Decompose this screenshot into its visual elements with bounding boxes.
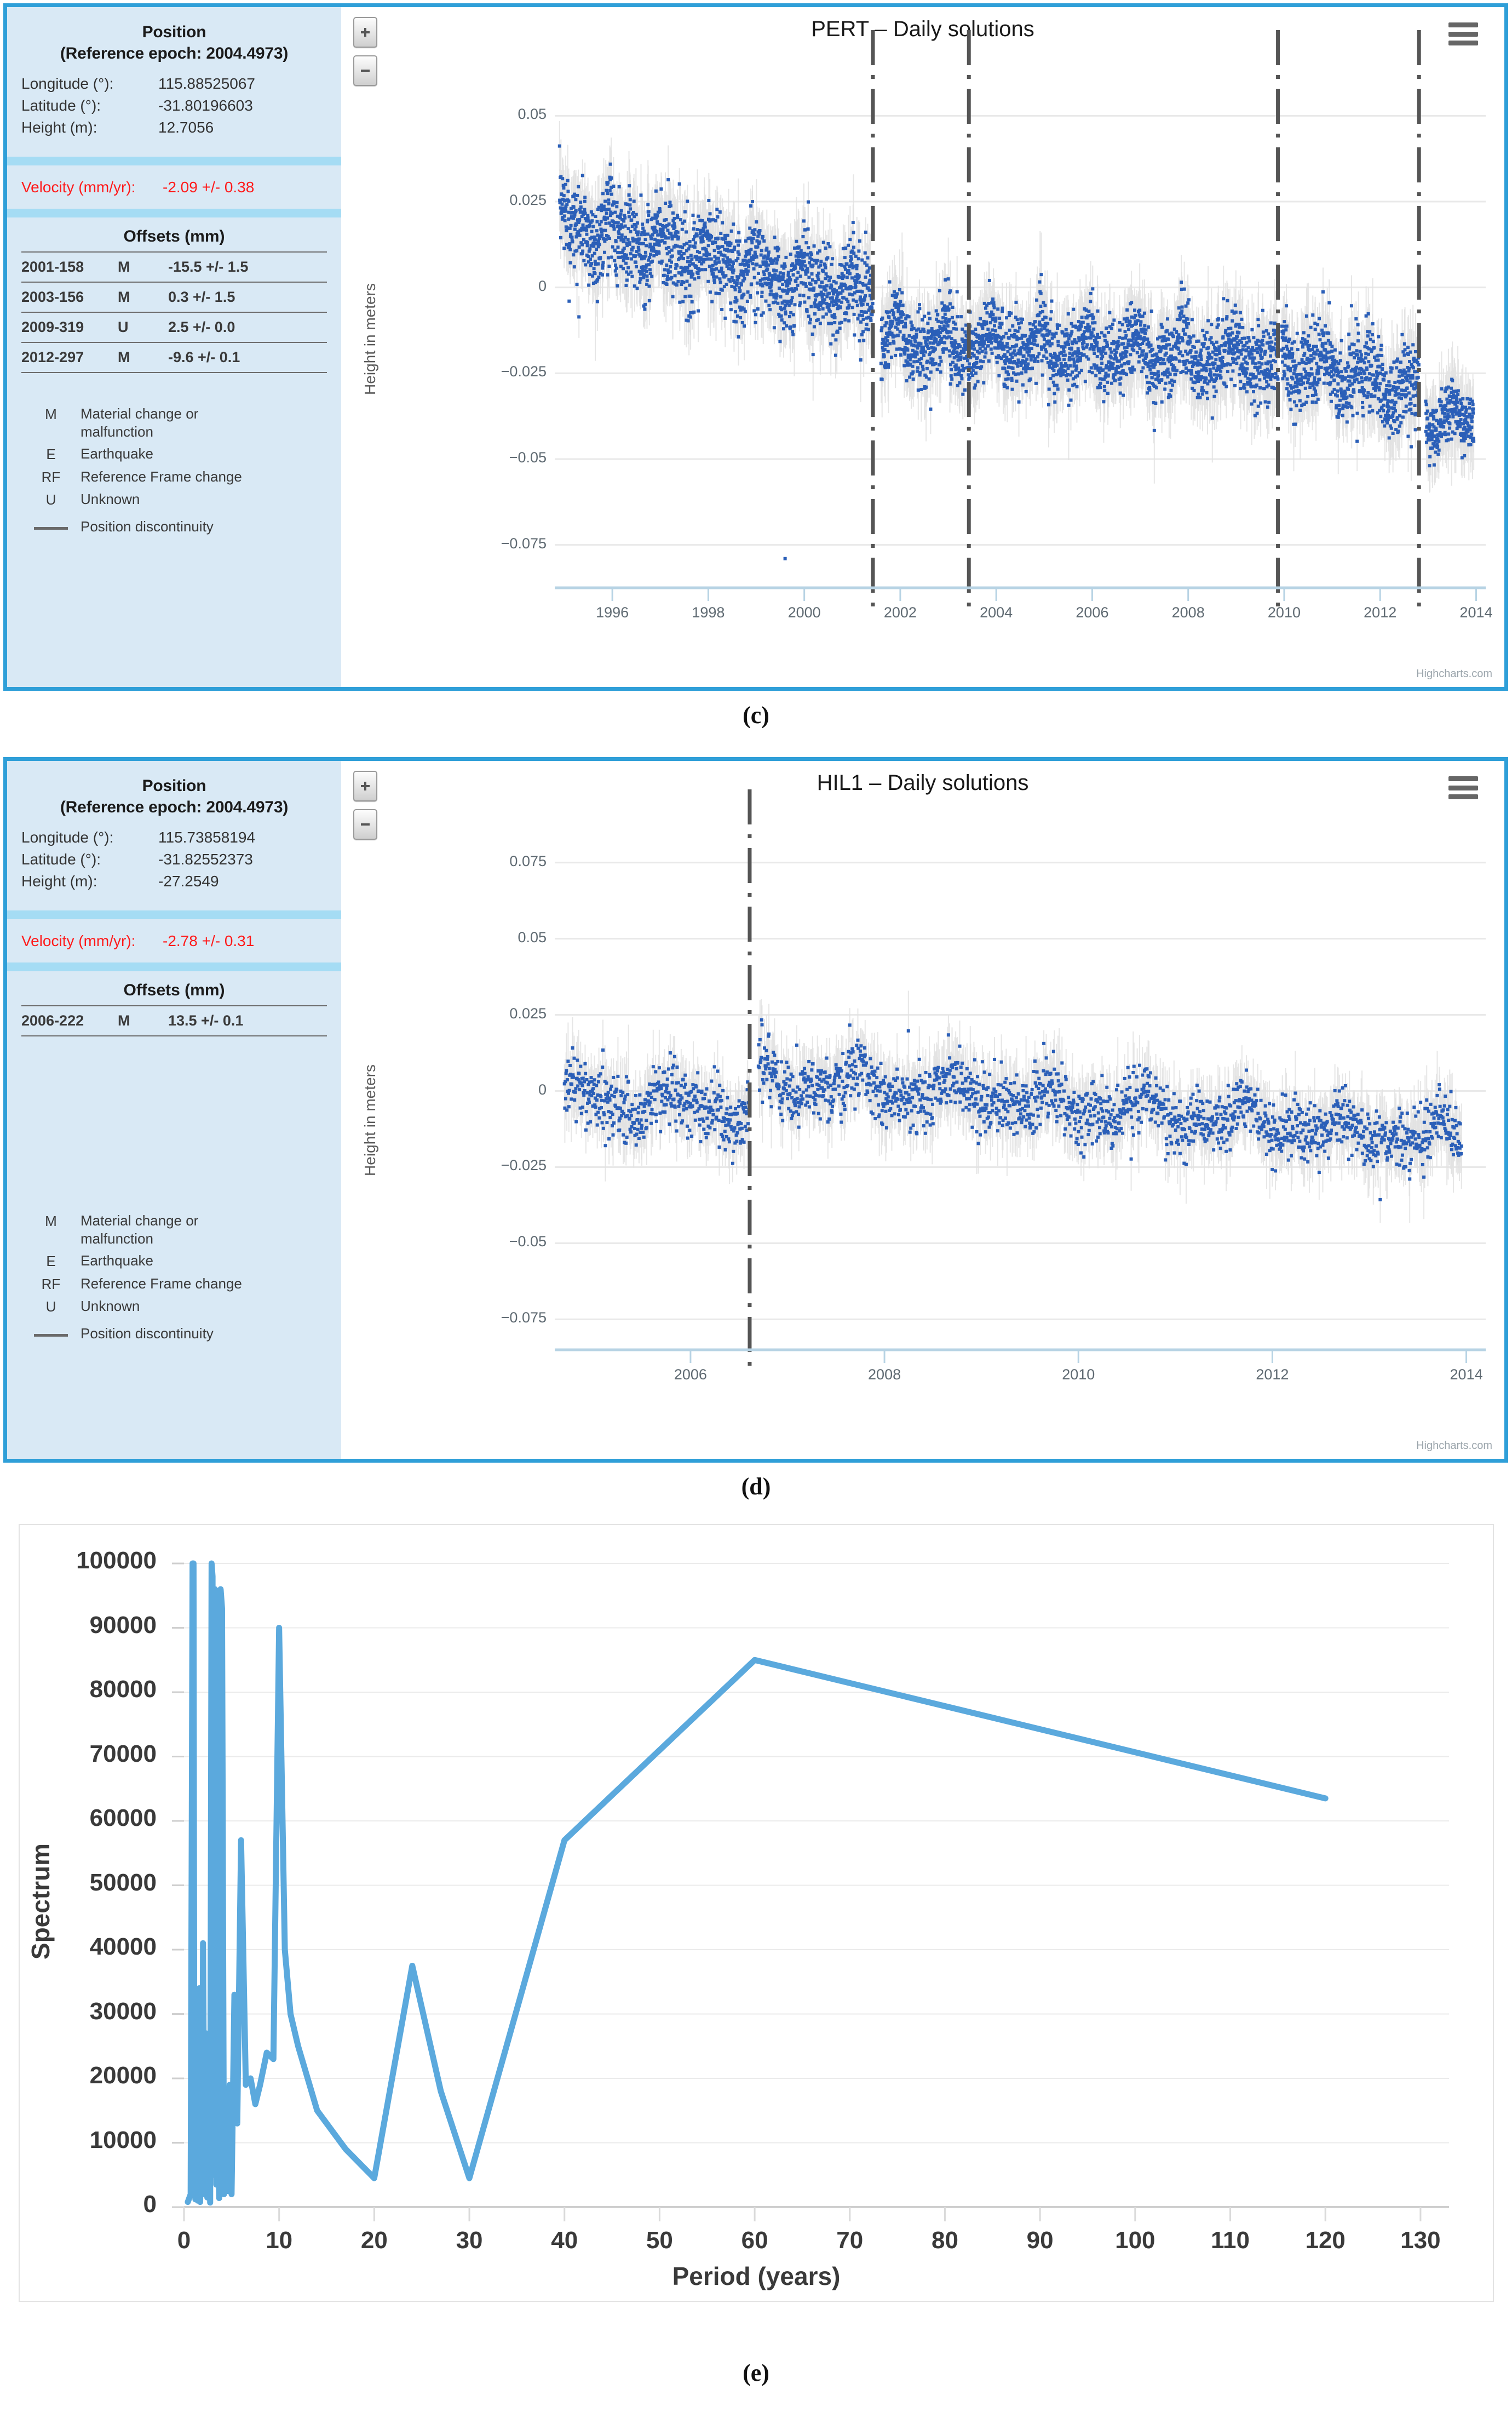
offsets-block-hil1 [7,971,341,1463]
table-row [21,312,327,342]
offsets-table-hil1 [21,1005,327,1036]
offsets-legend-hil1 [21,1212,327,1342]
velocity-value: -2.09 +/- 0.38 [163,179,255,196]
station-panel-hil1 [3,757,1508,1463]
field-label: Latitude (°): [21,96,101,114]
offset-value: -15.5 +/- 1.5 [168,259,249,276]
offset-code: M [118,259,130,276]
velocity-label: Velocity (mm/yr): [21,932,136,950]
spectrum-x-tick-label: 20 [360,2227,388,2254]
spectrum-y-tick-label: 80000 [89,1676,157,1703]
sidebar-divider [7,209,341,217]
y-tick-label: 0.05 [518,106,547,123]
position-heading-line1: Position [142,777,206,795]
field-label: Latitude (°): [21,850,101,868]
y-tick-label: 0.05 [518,929,547,946]
table-row [21,252,327,282]
legend-text: Reference Frame change [81,1275,242,1292]
legend-text: Earthquake [81,1252,153,1269]
offset-code: M [118,349,130,366]
legend-symbol: U [45,491,56,508]
offset-epoch: 2006-222 [21,1012,84,1029]
credits-pert[interactable]: Highcharts.com [1416,668,1492,680]
x-tick-label: 2008 [868,1366,901,1383]
field-latitude-hil1 [21,849,327,870]
field-height-pert [21,117,327,139]
x-tick-label: 2006 [1076,604,1109,621]
spectrum-x-tick-label: 0 [177,2227,191,2254]
spectrum-y-tick-label: 70000 [89,1740,157,1767]
field-longitude-pert [21,73,327,95]
legend-item-discontinuity [21,1320,327,1343]
field-value: 115.88525067 [158,75,255,92]
legend-symbol: RF [41,1275,61,1292]
x-tick-label: 2008 [1171,604,1205,621]
legend-text: Earthquake [81,445,153,462]
offset-epoch: 2001-158 [21,259,84,276]
legend-text: Position discontinuity [81,1325,214,1342]
chart-title-pert: PERT – Daily solutions [811,17,1034,41]
velocity-block-pert [7,165,341,209]
field-height-hil1 [21,870,327,892]
chart-title-hil1: HIL1 – Daily solutions [817,771,1029,795]
legend-item-earthquake [21,1252,327,1270]
velocity-label: Velocity (mm/yr): [21,179,136,196]
y-tick-label: −0.05 [509,1233,547,1250]
spectrum-x-tick-label: 60 [741,2227,768,2254]
field-value: 115.73858194 [158,829,255,846]
discontinuity-line-icon [21,513,81,532]
legend-text: Reference Frame change [81,468,242,485]
offset-code: M [118,1012,130,1029]
offset-value: -9.6 +/- 0.1 [168,349,240,366]
sidebar-hil1 [7,761,341,1459]
spectrum-y-tick-label: 40000 [89,1933,157,1960]
x-tick-label: 2012 [1364,604,1397,621]
spectrum-y-tick-label: 20000 [89,2062,157,2089]
panel-caption-e: (e) [743,2359,769,2386]
spectrum-x-tick-label: 70 [836,2227,864,2254]
offset-value: 13.5 +/- 0.1 [168,1012,244,1029]
spectrum-y-tick-label: 100000 [76,1547,157,1574]
panel-caption-d: (d) [741,1473,771,1500]
position-heading-line2: (Reference epoch: 2004.4973) [60,44,289,62]
legend-symbol: M [45,1213,57,1230]
legend-item-unknown [21,490,327,509]
table-row [21,1006,327,1036]
x-tick-label: 2012 [1256,1366,1289,1383]
y-tick-label: 0 [538,277,547,294]
field-value: -31.82552373 [158,850,253,868]
legend-symbol: U [45,1298,56,1315]
position-heading-hil1 [21,775,327,818]
y-tick-label: −0.025 [501,1157,547,1174]
offset-code: M [118,289,130,306]
offsets-table-pert [21,251,327,373]
spectrum-x-tick-label: 40 [551,2227,578,2254]
x-tick-label: 2000 [787,604,821,621]
y-tick-label: 0.025 [509,192,547,208]
legend-item-discontinuity [21,513,327,536]
legend-symbol: M [45,406,57,423]
spectrum-y-tick-label: 60000 [89,1804,157,1831]
y-tick-label: −0.075 [501,1309,547,1326]
legend-symbol: RF [41,468,61,485]
y-tick-label: 0 [538,1081,547,1098]
legend-text: Unknown [81,491,140,508]
offsets-legend-pert [21,405,327,535]
velocity-value: -2.78 +/- 0.31 [163,932,255,950]
legend-text: Material change or malfunction [81,1212,199,1247]
position-block-pert [7,7,341,157]
sidebar-divider [7,962,341,971]
discontinuity-line-icon [21,1320,81,1339]
field-label: Longitude (°): [21,75,114,92]
spectrum-y-axis-label: Spectrum [26,1843,55,1960]
field-label: Longitude (°): [21,829,114,846]
velocity-block-hil1 [7,919,341,962]
chart-area-hil1[interactable] [341,761,1504,1459]
x-tick-label: 2014 [1459,604,1493,621]
offset-epoch: 2009-319 [21,319,84,336]
position-heading-pert [21,21,327,64]
offset-code: U [118,319,129,336]
spectrum-x-tick-label: 80 [931,2227,958,2254]
legend-item-reference-frame [21,1275,327,1293]
sidebar-divider [7,157,341,165]
offset-value: 0.3 +/- 1.5 [168,289,235,306]
x-tick-label: 2002 [883,604,917,621]
legend-text: Position discontinuity [81,518,214,535]
spectrum-x-tick-label: 100 [1115,2227,1155,2254]
spectrum-y-tick-label: 10000 [89,2126,157,2153]
spectrum-y-tick-label: 30000 [89,1997,157,2025]
legend-item-material [21,405,327,440]
field-label: Height (m): [21,118,97,136]
offsets-heading-pert: Offsets (mm) [123,227,225,246]
x-tick-label: 2010 [1267,604,1301,621]
legend-item-material [21,1212,327,1247]
spectrum-y-tick-label: 50000 [89,1869,157,1896]
spectrum-x-tick-label: 30 [456,2227,483,2254]
x-tick-label: 2010 [1062,1366,1095,1383]
y-tick-label: −0.075 [501,535,547,552]
offset-value: 2.5 +/- 0.0 [168,319,235,336]
table-row [21,342,327,373]
legend-item-reference-frame [21,468,327,486]
y-tick-label: 0.025 [509,1005,547,1022]
y-tick-label: 0.075 [509,852,547,869]
y-tick-label: −0.025 [501,363,547,380]
legend-symbol: E [46,1253,56,1270]
velocity-row-hil1 [21,930,327,952]
field-longitude-hil1 [21,827,327,849]
spectrum-y-tick-label: 90000 [89,1611,157,1638]
offsets-block-pert [7,217,341,691]
legend-item-unknown [21,1297,327,1316]
spectrum-x-tick-label: 10 [266,2227,293,2254]
legend-text: Unknown [81,1298,140,1315]
legend-symbol: E [46,446,56,463]
legend-text: Material change or malfunction [81,405,199,440]
spectrum-x-tick-label: 110 [1211,2227,1250,2254]
field-value: 12.7056 [158,118,214,136]
panel-caption-c: (c) [743,702,769,729]
spectrum-x-tick-label: 120 [1305,2227,1346,2254]
spectrum-x-tick-label: 50 [646,2227,673,2254]
offsets-heading-hil1: Offsets (mm) [123,981,225,1000]
x-tick-label: 1996 [596,604,629,621]
spectrum-x-tick-label: 130 [1400,2227,1441,2254]
y-tick-label: −0.05 [509,449,547,466]
legend-item-earthquake [21,445,327,463]
field-label: Height (m): [21,872,97,890]
x-tick-label: 1998 [692,604,725,621]
offset-epoch: 2012-297 [21,349,84,366]
x-tick-label: 2004 [980,604,1013,621]
position-heading-line1: Position [142,23,206,41]
sidebar-divider [7,910,341,919]
spectrum-x-axis-label: Period (years) [672,2262,841,2290]
station-panel-pert [3,3,1508,691]
position-block-hil1 [7,761,341,910]
spectrum-x-tick-label: 90 [1026,2227,1054,2254]
spectrum-line-chart [20,1525,1493,2301]
x-tick-label: 2014 [1450,1366,1483,1383]
velocity-row-pert [21,176,327,198]
field-value: -27.2549 [158,872,219,890]
spectrum-y-tick-label: 0 [143,2191,157,2218]
chart-area-pert[interactable] [341,7,1504,687]
offset-epoch: 2003-156 [21,289,84,306]
spectrum-panel [19,1524,1494,2302]
position-heading-line2: (Reference epoch: 2004.4973) [60,798,289,816]
field-value: -31.80196603 [158,96,253,114]
credits-hil1[interactable]: Highcharts.com [1416,1440,1492,1452]
y-axis-label-hil1: Height in meters [361,1064,378,1176]
y-axis-label-pert: Height in meters [361,283,378,395]
x-tick-label: 2006 [674,1366,707,1383]
field-latitude-pert [21,95,327,117]
table-row [21,282,327,312]
sidebar-pert [7,7,341,687]
